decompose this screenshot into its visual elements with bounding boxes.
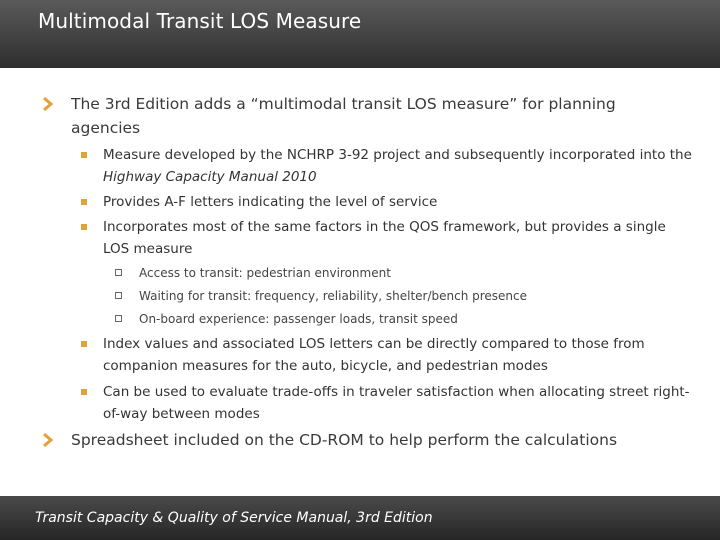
bullet-level2-nchrp xyxy=(103,144,693,188)
bullet-level2-tradeoffs xyxy=(103,381,693,425)
bullet-level3-onboard xyxy=(139,308,679,331)
bullet-text: Index values and associated LOS letters can be directly compared to those from companion measures for the auto, bicycle, and pedestrian modes xyxy=(103,336,645,374)
bullet-level3-access xyxy=(139,262,679,285)
slide-title: Multimodal Transit LOS Measure xyxy=(38,9,362,33)
bullet-text: Waiting for transit: frequency, reliability, shelter/bench presence xyxy=(139,289,528,303)
bullet-level2-af-letters xyxy=(103,191,693,213)
bullet-text: Incorporates most of the same factors in the QOS framework, but provides a single LOS measure xyxy=(103,219,666,257)
square-outline-bullet-icon xyxy=(115,315,122,322)
bullet-text: Spreadsheet included on the CD-ROM to help perform the calculations xyxy=(71,431,618,449)
bullet-level1-transit-measure xyxy=(71,92,671,140)
bullet-level3-waiting xyxy=(139,285,679,308)
bullet-text: Access to transit: pedestrian environment xyxy=(139,266,391,280)
bullet-text: Can be used to evaluate trade-offs in traveler satisfaction when allocating street right-of-way between modes xyxy=(103,384,690,422)
manual-title-italic: Highway Capacity Manual 2010 xyxy=(103,169,317,185)
square-outline-bullet-icon xyxy=(115,292,122,299)
square-bullet-icon xyxy=(81,224,87,230)
footer-manual-title: Transit Capacity & Quality of Service Manual, 3rd Edition xyxy=(35,510,433,526)
square-bullet-icon xyxy=(81,389,87,395)
chevron-bullet-icon xyxy=(41,428,55,452)
bullet-level2-qos-factors xyxy=(103,216,693,260)
bullet-level2-index-values xyxy=(103,333,693,377)
bullet-text: Provides A-F letters indicating the level of service xyxy=(103,194,438,210)
chevron-bullet-icon xyxy=(41,92,55,116)
bullet-level1-spreadsheet xyxy=(71,428,691,452)
bullet-text: The 3rd Edition adds a “multimodal transit LOS measure” for planning agencies xyxy=(71,95,616,137)
bullet-text: On-board experience: passenger loads, transit speed xyxy=(139,312,458,326)
slide-footer xyxy=(0,496,720,540)
square-bullet-icon xyxy=(81,199,87,205)
square-bullet-icon xyxy=(81,341,87,347)
bullet-text: Measure developed by the NCHRP 3-92 project and subsequently incorporated into the xyxy=(103,147,692,163)
square-bullet-icon xyxy=(81,152,87,158)
square-outline-bullet-icon xyxy=(115,269,122,276)
slide-header xyxy=(0,0,720,68)
